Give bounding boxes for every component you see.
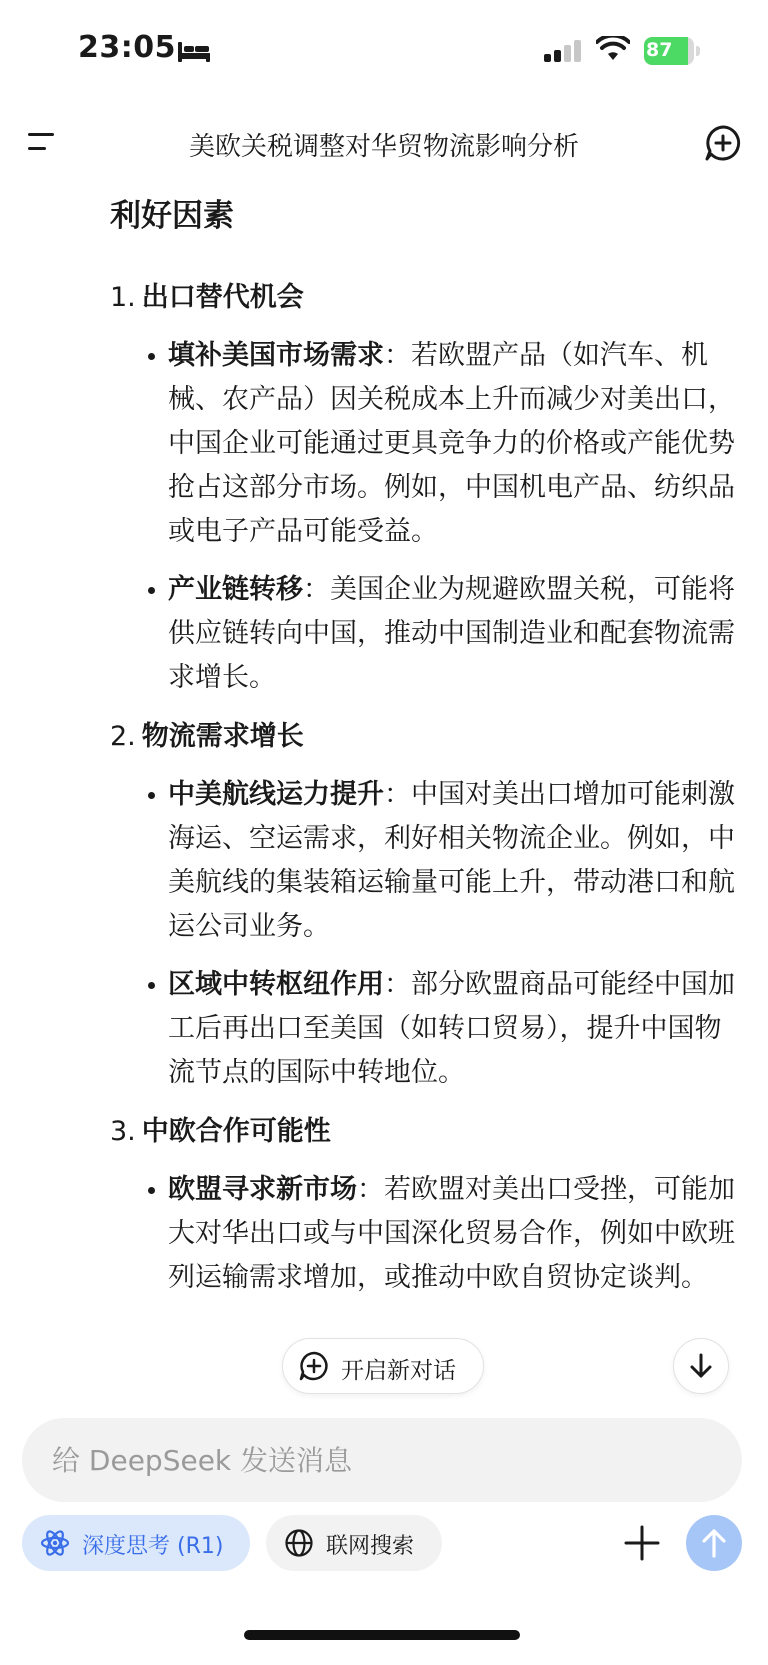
new-chat-icon [299,1351,329,1381]
battery-indicator [644,37,700,65]
new-chat-button[interactable] [282,1338,484,1394]
list-item: 区域中转枢纽作用：部分欧盟商品可能经中国加工后再出口至美国（如转口贸易），提升中国物流节点的国际中转地位。 [110,963,740,1095]
send-button[interactable] [686,1515,742,1571]
home-indicator [244,1630,520,1640]
list-item: 填补美国市场需求：若欧盟产品（如汽车、机械、农产品）因关税成本上升而减少对美出口，中国企业可能通过更具竞争力的价格或产能优势抢占这部分市场。例如，中国机电产品、纺织品或电子产品可能受益。 [110,334,740,554]
status-bar [0,0,768,100]
section-heading: 利好因素 [110,198,234,234]
list-item: 产业链转移：美国企业为规避欧盟关税，可能将供应链转向中国，推动中国制造业和配套物流需求增长。 [110,568,740,700]
list-item-title: 2. 物流需求增长 [110,721,304,752]
composer-toolbar [0,1515,768,1575]
message-input[interactable] [50,1436,714,1484]
menu-icon[interactable] [26,130,56,154]
globe-icon [284,1528,314,1558]
list-item-title: 3. 中欧合作可能性 [110,1116,331,1147]
new-chat-label: 开启新对话 [341,1358,456,1384]
web-search-label: 联网搜索 [326,1534,415,1559]
web-search-toggle[interactable] [266,1515,442,1571]
bullet-list [110,334,740,700]
arrow-down-icon [687,1352,715,1380]
battery-percent: 87 [646,39,673,61]
conversation-title: 美欧关税调整对华贸物流影响分析 [188,132,579,162]
atom-icon [40,1528,70,1558]
chat-header [0,110,768,180]
scroll-to-bottom-button[interactable] [673,1338,729,1394]
wifi-icon [596,36,630,62]
arrow-up-icon [700,1527,728,1559]
add-attachment-button[interactable] [622,1523,662,1563]
list-item: 中美航线运力提升：中国对美出口增加可能刺激海运、空运需求，利好相关物流企业。例如，中美航线的集装箱运输量可能上升，带动港口和航运公司业务。 [110,773,740,949]
new-chat-icon[interactable] [704,124,742,162]
bed-icon [176,40,212,64]
list-item: 欧盟寻求新市场：若欧盟对美出口受挫，可能加大对华出口或与中国深化贸易合作，例如中欧班列运输需求增加，或推动中欧自贸协定谈判。 [110,1168,740,1300]
deep-think-toggle[interactable] [22,1515,250,1571]
assistant-message [110,190,740,1340]
list-item-title: 1. 出口替代机会 [110,282,304,313]
deep-think-label: 深度思考 (R1) [82,1534,224,1559]
bullet-list [110,773,740,1095]
bullet-list [110,1168,740,1300]
cellular-signal-icon [544,40,584,62]
status-time: 23:05 [78,30,176,65]
message-composer [22,1418,742,1502]
